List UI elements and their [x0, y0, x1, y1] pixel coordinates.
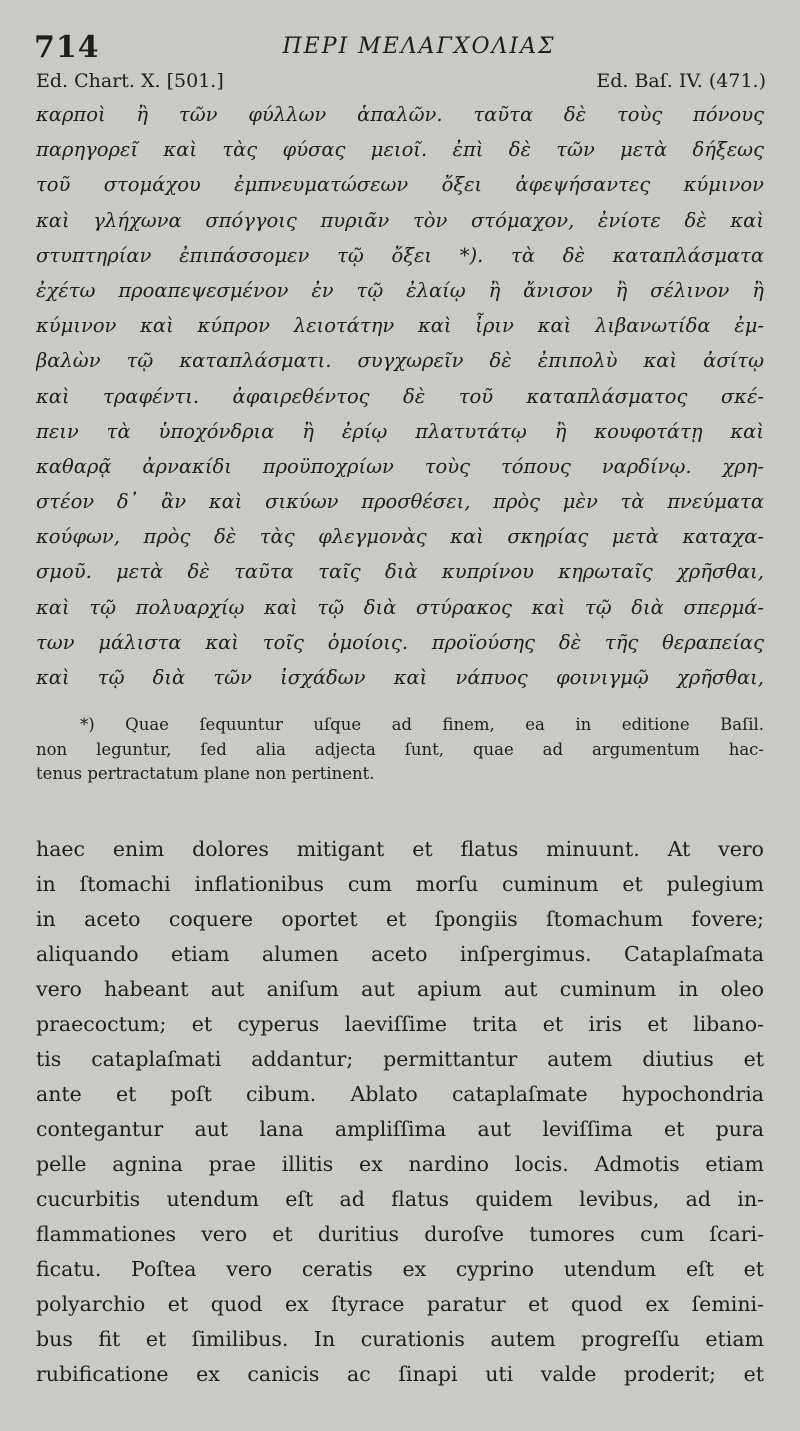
latin-line: haec enim dolores mitigant et flatus minuunt. At vero: [36, 837, 764, 861]
latin-line: contegantur aut lana ampliſſima aut leviſſima et pura: [36, 1117, 764, 1141]
greek-line: παρηγορεῖ καὶ τὰς φύσας μειοῖ. ἐπὶ δὲ τῶν μετὰ δήξεως: [36, 138, 764, 162]
latin-line: rubificatione ex canicis ac ſinapi uti valde proderit; et: [36, 1362, 764, 1386]
latin-line: ante et poſt cibum. Ablato cataplaſmate hypochondria: [36, 1082, 764, 1106]
latin-line: tis cataplaſmati addantur; permittantur autem diutius et: [36, 1047, 764, 1071]
greek-line: κύμινον καὶ κύπρον λειοτάτην καὶ ἶριν καὶ λιβανωτίδα ἐμ-: [36, 314, 764, 338]
latin-line: in ſtomachi inflationibus cum morſu cuminum et pulegium: [36, 872, 764, 896]
edition-references: [36, 70, 766, 96]
greek-line: καθαρᾷ ἀρνακίδι προϋποχρίων τοὺς τόπους ναρδίνῳ. χρη-: [36, 454, 764, 478]
latin-line: bus fit et ſimilibus. In curationis autem progreſſu etiam: [36, 1327, 764, 1351]
latin-line: ficatu. Poſtea vero ceratis ex cyprino utendum eſt et: [36, 1257, 764, 1281]
greek-text-block: [36, 97, 764, 695]
page-header: [34, 28, 764, 68]
greek-line: καὶ τῷ πολυαρχίῳ καὶ τῷ διὰ στύρακος καὶ τῷ διὰ σπερμά-: [36, 595, 764, 619]
latin-line: in aceto coquere oportet et ſpongiis ſtomachum fovere;: [36, 907, 764, 931]
edition-ref-basel: Ed. Baſ. IV. (471.): [596, 70, 766, 92]
latin-line: vero habeant aut aniſum aut apium aut cuminum in oleo: [36, 977, 764, 1001]
greek-line: κούφων, πρὸς δὲ τὰς φλεγμονὰς καὶ σκηρίας μετὰ καταχα-: [36, 525, 764, 549]
footnote-line: *) Quae ſequuntur uſque ad finem, ea in editione Baſil.: [80, 715, 764, 734]
greek-line: καὶ τῷ διὰ τῶν ἰσχάδων καὶ νάπυος φοινιγμῷ χρῆσθαι,: [36, 666, 764, 689]
edition-ref-chartier: Ed. Chart. X. [501.]: [36, 70, 224, 92]
greek-line: καὶ γλήχωνα σπόγγοις πυριᾶν τὸν στόμαχον, ἐνίοτε δὲ καὶ: [36, 208, 764, 232]
latin-line: polyarchio et quod ex ſtyrace paratur et quod ex ſemini-: [36, 1292, 764, 1316]
latin-line: aliquando etiam alumen aceto inſpergimus. Cataplaſmata: [36, 942, 764, 966]
greek-line: βαλὼν τῷ καταπλάσματι. συγχωρεῖν δὲ ἐπιπολὺ καὶ ἀσίτῳ: [36, 349, 764, 373]
greek-line: καὶ τραφέντι. ἀφαιρεθέντος δὲ τοῦ καταπλάσματος σκέ-: [36, 384, 764, 408]
footnote-line: non leguntur, ſed alia adjecta ſunt, quae ad argumentum hac-: [36, 739, 764, 759]
footnote-line: tenus pertractatum plane non pertinent.: [36, 764, 375, 783]
latin-line: praecoctum; et cyperus laeviſſime trita et iris et libano-: [36, 1012, 764, 1036]
greek-line: τοῦ στομάχου ἐμπνευματώσεων ὄξει ἀφεψήσαντες κύμινον: [36, 173, 764, 197]
greek-line: στυπτηρίαν ἐπιπάσσομεν τῷ ὄξει *). τὰ δὲ καταπλάσματα: [36, 243, 764, 267]
latin-line: flammationes vero et duritius duroſve tumores cum ſcari-: [36, 1222, 764, 1246]
greek-line: καρποὶ ἢ τῶν φύλλων ἁπαλῶν. ταῦτα δὲ τοὺς πόνους: [36, 103, 764, 126]
latin-line: cucurbitis utendum eſt ad flatus quidem levibus, ad in-: [36, 1187, 764, 1211]
latin-line: pelle agnina prae illitis ex nardino locis. Admotis etiam: [36, 1152, 764, 1176]
greek-line: πειν τὰ ὑποχόνδρια ἢ ἐρίῳ πλατυτάτῳ ἢ κουφοτάτῃ καὶ: [36, 419, 764, 443]
footnote: [36, 713, 764, 787]
page-number: 714: [34, 30, 100, 65]
greek-line: ἐχέτω προαπεψεσμένον ἐν τῷ ἐλαίῳ ἢ ἄνισον ἢ σέλινον ἢ: [36, 278, 764, 302]
greek-line: σμοῦ. μετὰ δὲ ταῦτα ταῖς διὰ κυπρίνου κηρωταῖς χρῆσθαι,: [36, 560, 764, 584]
running-title: ΠΕΡΙ ΜΕΛΑΓΧΟΛΙΑΣ: [282, 34, 556, 59]
greek-line: των μάλιστα καὶ τοῖς ὁμοίοις. προϊούσης δὲ τῆς θεραπείας: [36, 630, 764, 654]
greek-line: στέον δ᾽ ἂν καὶ σικύων προσθέσει, πρὸς μὲν τὰ πνεύματα: [36, 490, 764, 514]
latin-text-block: [36, 832, 764, 1392]
